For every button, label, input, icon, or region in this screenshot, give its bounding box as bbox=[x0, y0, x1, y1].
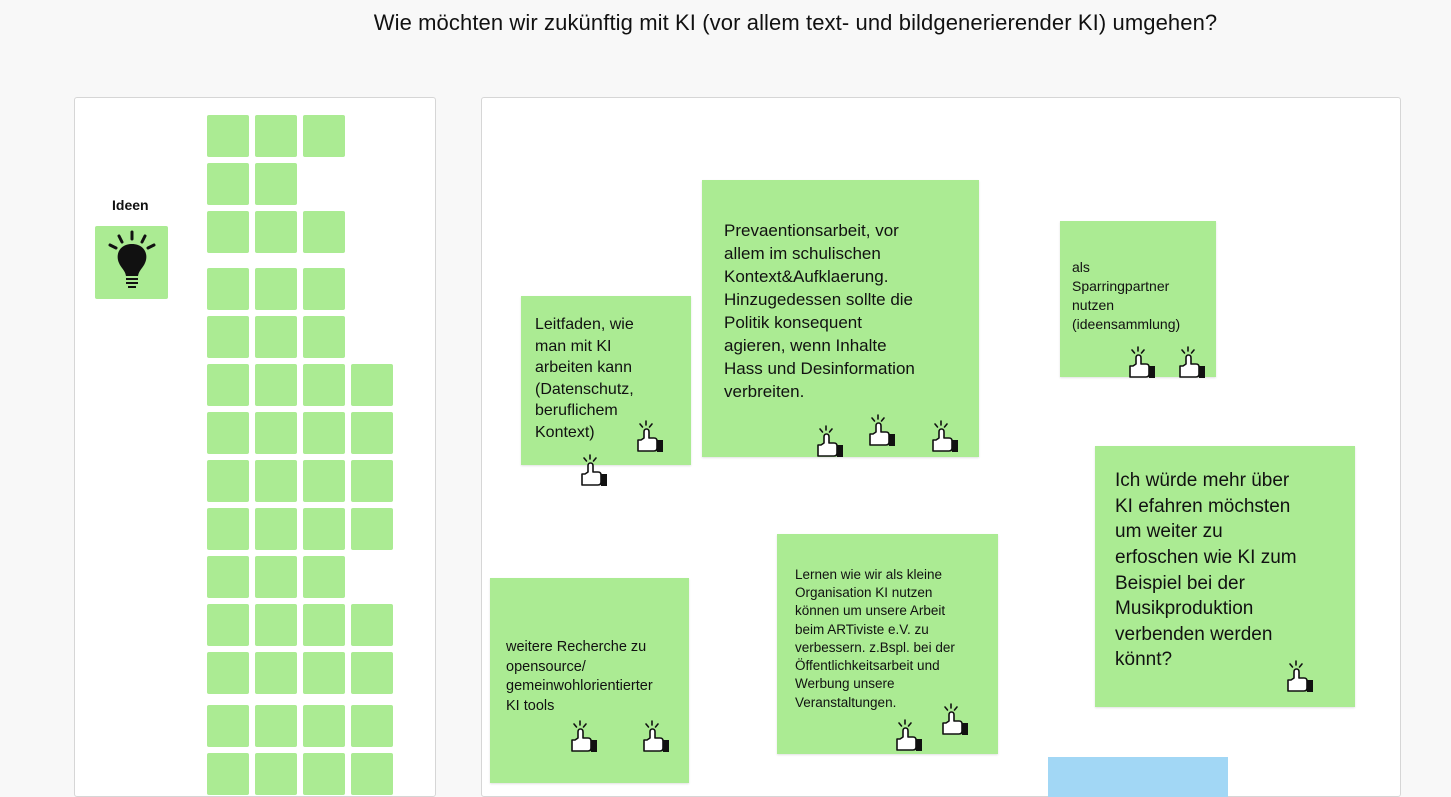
ideas-label: Ideen bbox=[112, 197, 149, 213]
idea-mini-card[interactable] bbox=[303, 115, 345, 157]
idea-mini-card[interactable] bbox=[207, 508, 249, 550]
note-text: als Sparringpartner nutzen (ideensammlung) bbox=[1072, 259, 1181, 332]
idea-mini-card[interactable] bbox=[207, 268, 249, 310]
note-text: Leitfaden, wie man mit KI arbeiten kann (Datenschutz, beruflichem Kontext) bbox=[535, 316, 634, 441]
sticky-note-blue[interactable] bbox=[1048, 757, 1228, 797]
idea-mini-card[interactable] bbox=[207, 753, 249, 795]
sticky-note[interactable] bbox=[1095, 446, 1355, 707]
idea-mini-card[interactable] bbox=[303, 753, 345, 795]
ideas-card[interactable] bbox=[95, 226, 168, 299]
like-hand-icon[interactable] bbox=[635, 420, 665, 454]
idea-mini-card[interactable] bbox=[351, 705, 393, 747]
like-hand-icon[interactable] bbox=[569, 720, 599, 754]
idea-mini-card[interactable] bbox=[255, 460, 297, 502]
like-hand-icon[interactable] bbox=[641, 720, 671, 754]
idea-mini-card[interactable] bbox=[303, 364, 345, 406]
idea-mini-card[interactable] bbox=[255, 412, 297, 454]
like-hand-icon[interactable] bbox=[867, 414, 897, 448]
idea-mini-card[interactable] bbox=[255, 115, 297, 157]
idea-mini-card[interactable] bbox=[207, 652, 249, 694]
note-text: Ich würde mehr über KI efahren möchsten um weiter zu erfoschen wie KI zum Beispiel bei der Musikproduktion verbenden werden könnt? bbox=[1115, 470, 1297, 671]
idea-mini-card[interactable] bbox=[255, 316, 297, 358]
idea-mini-card[interactable] bbox=[351, 652, 393, 694]
idea-mini-card[interactable] bbox=[255, 604, 297, 646]
idea-mini-card[interactable] bbox=[255, 364, 297, 406]
like-hand-icon[interactable] bbox=[579, 454, 609, 488]
idea-mini-card[interactable] bbox=[351, 412, 393, 454]
idea-mini-card[interactable] bbox=[303, 460, 345, 502]
idea-mini-card[interactable] bbox=[351, 508, 393, 550]
board-title: Wie möchten wir zukünftig mit KI (vor allem text- und bildgenerierender KI) umgehen? bbox=[373, 10, 1218, 35]
idea-mini-card[interactable] bbox=[207, 316, 249, 358]
note-text: Lernen wie wir als kleine Organisation KI nutzen können um unsere Arbeit beim ARTiviste e.V. zu verbessern. z.Bspl. bei der Öffentlichkeitsarbeit und Werbung unsere Veranstaltungen. bbox=[795, 567, 955, 710]
idea-mini-card[interactable] bbox=[207, 163, 249, 205]
idea-mini-card[interactable] bbox=[303, 556, 345, 598]
idea-mini-card[interactable] bbox=[303, 705, 345, 747]
lightbulb-icon bbox=[106, 230, 158, 295]
idea-mini-card[interactable] bbox=[351, 604, 393, 646]
idea-mini-card[interactable] bbox=[255, 268, 297, 310]
idea-mini-card[interactable] bbox=[351, 460, 393, 502]
idea-mini-card[interactable] bbox=[207, 412, 249, 454]
idea-mini-card[interactable] bbox=[303, 211, 345, 253]
idea-mini-card[interactable] bbox=[303, 652, 345, 694]
note-text: weitere Recherche zu opensource/ gemeinwohlorientierter KI tools bbox=[506, 639, 653, 714]
idea-mini-card[interactable] bbox=[255, 163, 297, 205]
like-hand-icon[interactable] bbox=[815, 425, 845, 459]
idea-mini-card[interactable] bbox=[207, 364, 249, 406]
idea-mini-card[interactable] bbox=[351, 753, 393, 795]
idea-mini-card[interactable] bbox=[255, 556, 297, 598]
idea-mini-card[interactable] bbox=[255, 652, 297, 694]
sticky-note[interactable] bbox=[521, 296, 691, 465]
idea-mini-card[interactable] bbox=[207, 211, 249, 253]
idea-mini-card[interactable] bbox=[255, 705, 297, 747]
idea-mini-card[interactable] bbox=[207, 460, 249, 502]
sticky-note[interactable] bbox=[702, 180, 979, 457]
like-hand-icon[interactable] bbox=[930, 420, 960, 454]
idea-mini-card[interactable] bbox=[303, 316, 345, 358]
like-hand-icon[interactable] bbox=[1127, 346, 1157, 380]
idea-mini-card[interactable] bbox=[303, 508, 345, 550]
idea-mini-card[interactable] bbox=[303, 268, 345, 310]
idea-mini-card[interactable] bbox=[255, 211, 297, 253]
like-hand-icon[interactable] bbox=[1177, 346, 1207, 380]
idea-mini-card[interactable] bbox=[207, 705, 249, 747]
idea-mini-card[interactable] bbox=[303, 604, 345, 646]
like-hand-icon[interactable] bbox=[940, 703, 970, 737]
idea-mini-card[interactable] bbox=[255, 508, 297, 550]
like-hand-icon[interactable] bbox=[894, 719, 924, 753]
idea-mini-card[interactable] bbox=[303, 412, 345, 454]
idea-mini-card[interactable] bbox=[207, 604, 249, 646]
idea-mini-card[interactable] bbox=[207, 556, 249, 598]
idea-mini-card[interactable] bbox=[255, 753, 297, 795]
like-hand-icon[interactable] bbox=[1285, 660, 1315, 694]
idea-mini-card[interactable] bbox=[207, 115, 249, 157]
note-text: Prevaentionsarbeit, vor allem im schulischen Kontext&Aufklaerung. Hinzugedessen sollte die Politik konsequent agieren, wenn Inhalte Hass und Desinformation verbreiten. bbox=[724, 221, 915, 401]
idea-mini-card[interactable] bbox=[351, 364, 393, 406]
